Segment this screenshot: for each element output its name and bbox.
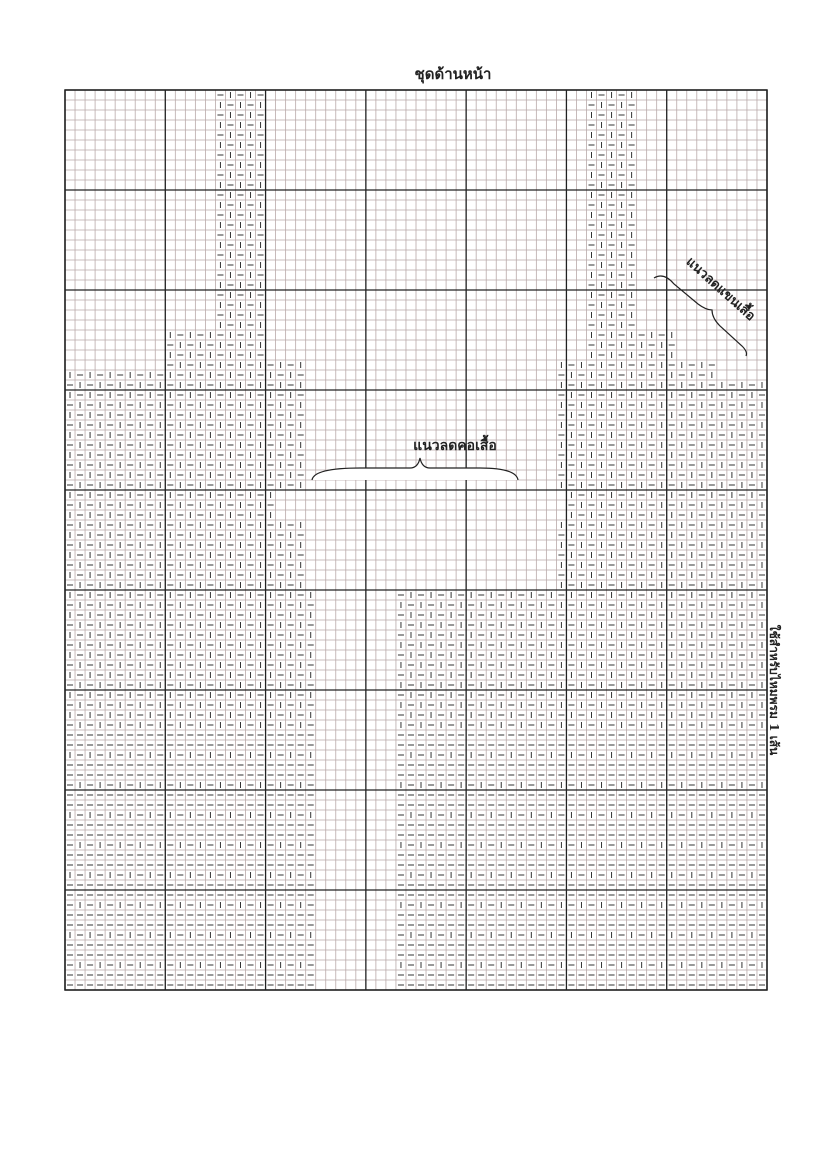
neckline-brace bbox=[312, 458, 518, 480]
armhole-brace bbox=[654, 276, 747, 356]
diagram-title: ชุดด้านหน้า bbox=[414, 65, 492, 83]
armhole-label: แนวลดแขนเสื้อ bbox=[682, 254, 758, 325]
side-note: ใช้สำหรับไหมพรม 1 เส้น bbox=[767, 624, 781, 756]
neckline-label: แนวลดคอเสื้อ bbox=[413, 438, 497, 454]
